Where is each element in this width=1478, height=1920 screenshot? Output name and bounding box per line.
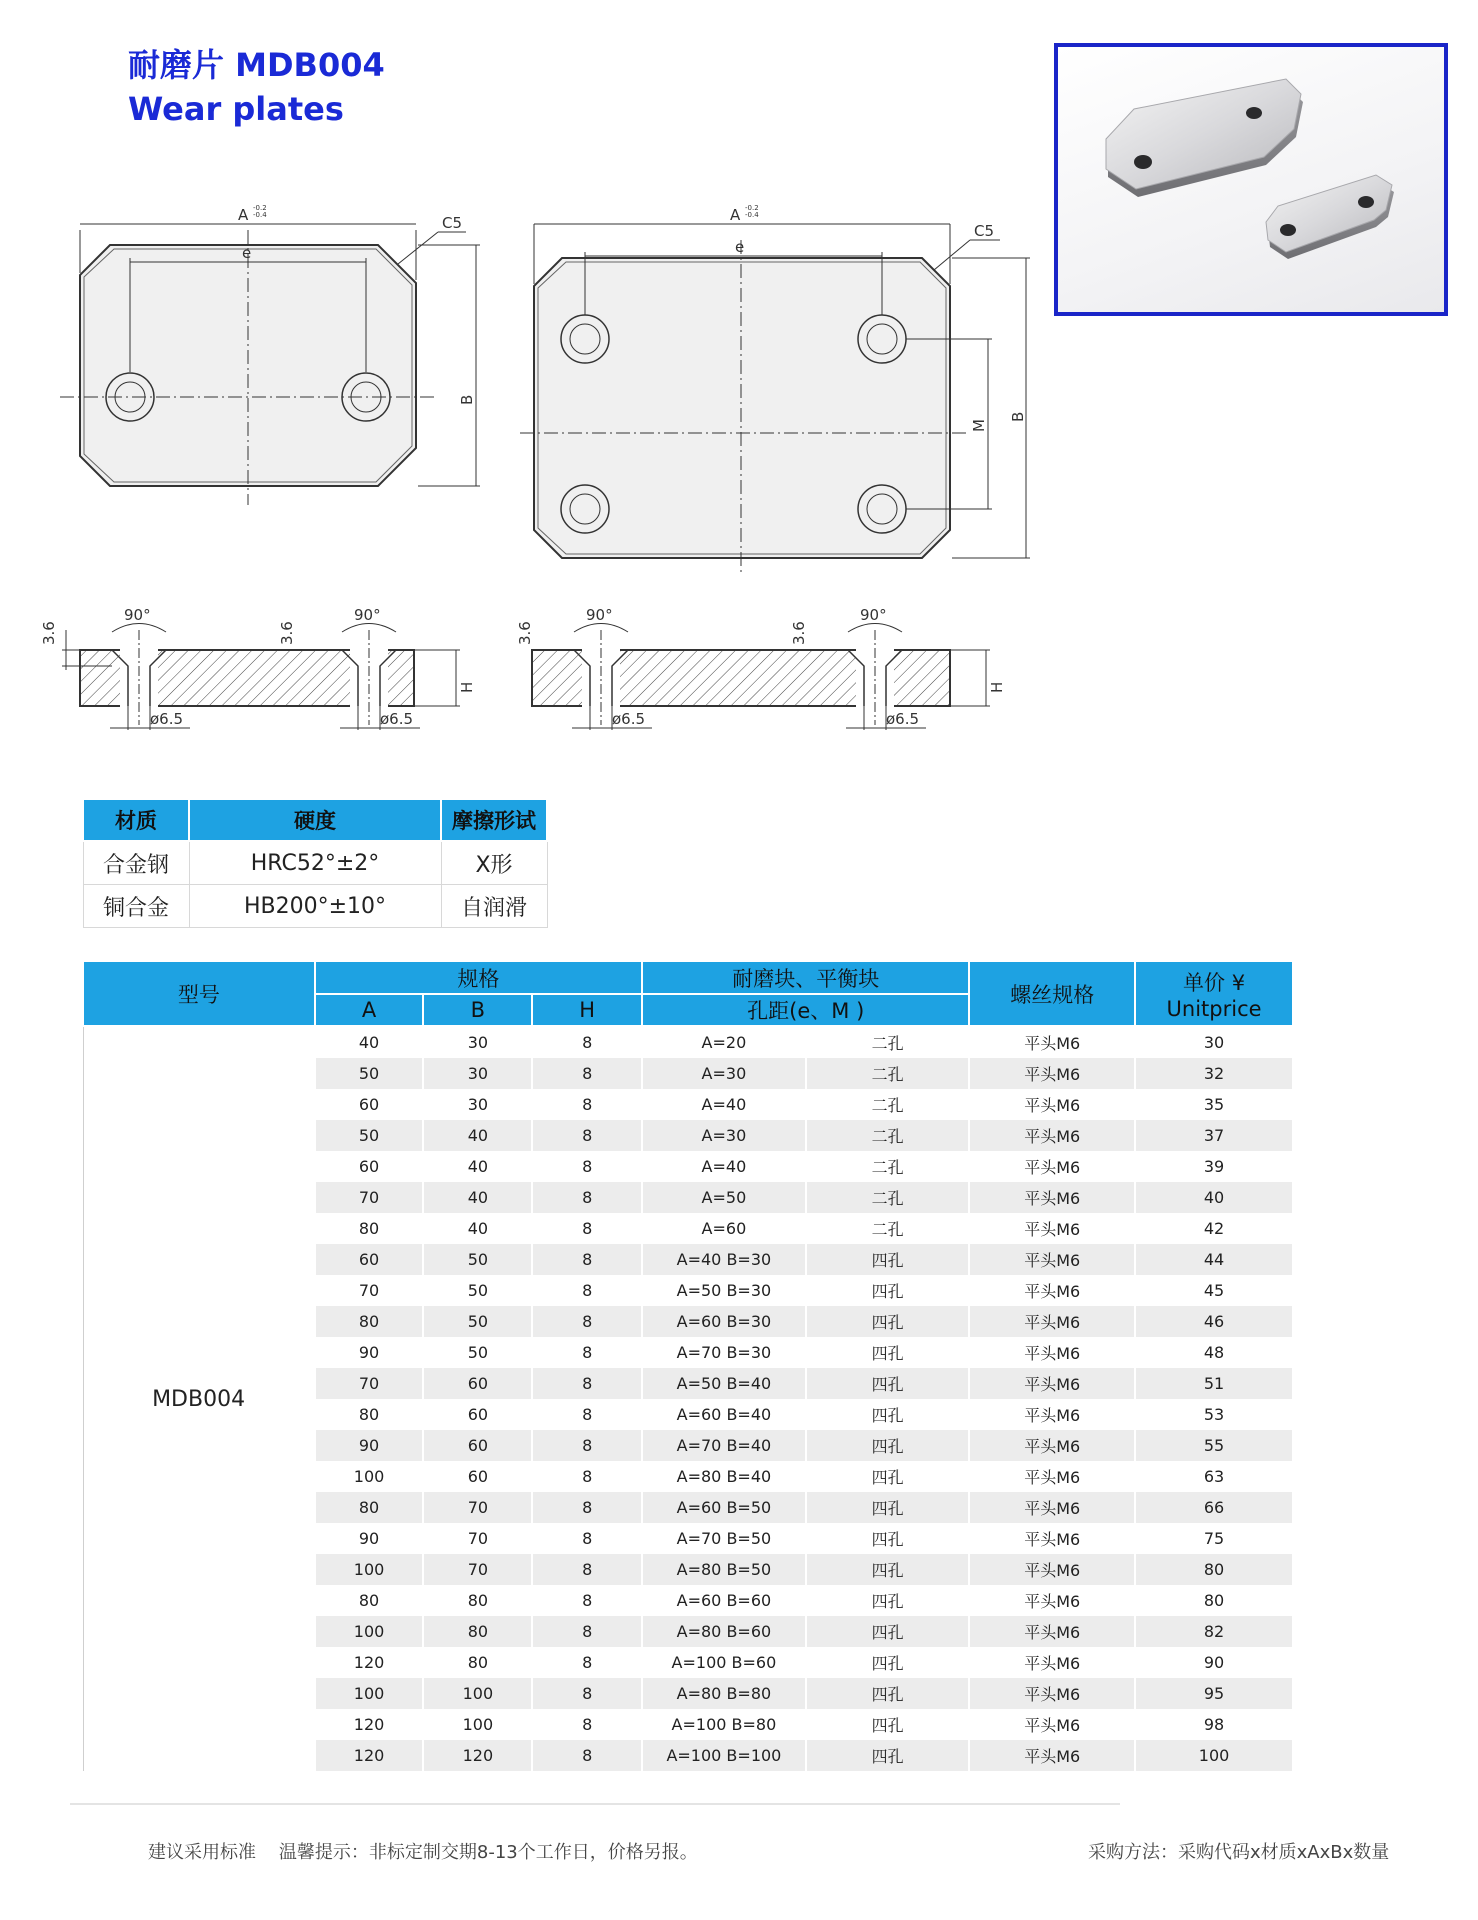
table-cell: 平头M6 [969, 1616, 1135, 1647]
table-cell: 平头M6 [969, 1678, 1135, 1709]
svg-text:-0.2: -0.2 [745, 204, 759, 212]
table-cell: 8 [532, 1244, 642, 1275]
table-cell: 50 [315, 1120, 424, 1151]
table-cell: 四孔 [806, 1709, 970, 1740]
table-cell: 8 [532, 1337, 642, 1368]
table-cell: 40 [1135, 1182, 1293, 1213]
svg-text:e: e [735, 238, 745, 256]
table-cell: 四孔 [806, 1523, 970, 1554]
table-cell: 二孔 [806, 1120, 970, 1151]
table-cell: 50 [423, 1275, 532, 1306]
table-cell: 平头M6 [969, 1089, 1135, 1120]
table-cell: A=60 B=60 [642, 1585, 806, 1616]
table-cell: 平头M6 [969, 1523, 1135, 1554]
svg-text:ø6.5: ø6.5 [380, 710, 414, 728]
technical-drawings [40, 200, 1040, 730]
table-cell: A=70 B=50 [642, 1523, 806, 1554]
table-cell: 80 [315, 1585, 424, 1616]
table-cell: 48 [1135, 1337, 1293, 1368]
table-cell: 二孔 [806, 1089, 970, 1120]
table-cell: 30 [423, 1089, 532, 1120]
model-cell: MDB004 [83, 1026, 315, 1771]
table-cell: 50 [315, 1058, 424, 1089]
table-cell: 70 [315, 1275, 424, 1306]
table-cell: 55 [1135, 1430, 1293, 1461]
material-spec-table [82, 798, 548, 928]
table-cell: 二孔 [806, 1058, 970, 1089]
two-hole-section-view [40, 606, 476, 730]
header-price [1135, 962, 1293, 1026]
table-cell: 平头M6 [969, 1647, 1135, 1678]
table-cell: 平头M6 [969, 1244, 1135, 1275]
table-cell: 120 [315, 1647, 424, 1678]
svg-text:3.6: 3.6 [278, 621, 296, 645]
table-cell: 40 [423, 1120, 532, 1151]
table-cell: 40 [423, 1151, 532, 1182]
table-cell: 8 [532, 1461, 642, 1492]
table-cell: 30 [423, 1026, 532, 1058]
dim-a-label: A [238, 206, 249, 224]
spec-row: 合金钢 HRC52°±2° X形 [83, 841, 547, 885]
svg-text:-0.2: -0.2 [253, 204, 267, 212]
table-cell: A=100 B=60 [642, 1647, 806, 1678]
table-cell: 8 [532, 1368, 642, 1399]
table-cell: 100 [423, 1678, 532, 1709]
svg-text:90°: 90° [354, 606, 381, 624]
svg-text:M: M [970, 419, 988, 432]
table-cell: 80 [1135, 1554, 1293, 1585]
table-cell: 四孔 [806, 1244, 970, 1275]
table-cell: 平头M6 [969, 1120, 1135, 1151]
table-cell: 8 [532, 1430, 642, 1461]
footer-note: 建议采用标准 温馨提示：非标定制交期8-13个工作日，价格另报。 [148, 1842, 698, 1863]
table-cell: A=60 B=30 [642, 1306, 806, 1337]
table-cell: 8 [532, 1709, 642, 1740]
table-cell: 平头M6 [969, 1182, 1135, 1213]
spec-header-hardness: 硬度 [189, 799, 441, 841]
table-cell: 四孔 [806, 1461, 970, 1492]
table-cell: A=50 [642, 1182, 806, 1213]
table-cell: 二孔 [806, 1213, 970, 1244]
header-a: A [315, 994, 424, 1026]
svg-text:90°: 90° [586, 606, 613, 624]
price-table [82, 962, 1294, 1771]
table-cell: 40 [315, 1026, 424, 1058]
table-cell: 8 [532, 1616, 642, 1647]
table-cell: 8 [532, 1120, 642, 1151]
table-cell: 8 [532, 1213, 642, 1244]
table-cell: 46 [1135, 1306, 1293, 1337]
svg-text:3.6: 3.6 [516, 621, 534, 645]
table-cell: A=100 B=80 [642, 1709, 806, 1740]
table-cell: 100 [423, 1709, 532, 1740]
header-b: B [423, 994, 532, 1026]
table-cell: 平头M6 [969, 1709, 1135, 1740]
table-cell: A=80 B=40 [642, 1461, 806, 1492]
table-cell: 60 [315, 1244, 424, 1275]
table-cell: 44 [1135, 1244, 1293, 1275]
table-cell: A=60 [642, 1213, 806, 1244]
table-cell: 四孔 [806, 1616, 970, 1647]
table-row [83, 1026, 1293, 1058]
svg-text:e: e [242, 244, 252, 262]
table-cell: 四孔 [806, 1368, 970, 1399]
table-cell: 8 [532, 1740, 642, 1771]
table-cell: 80 [315, 1213, 424, 1244]
table-cell: 二孔 [806, 1026, 970, 1058]
two-hole-top-view [60, 204, 480, 505]
table-cell: 四孔 [806, 1430, 970, 1461]
wear-plate-photo-illustration [1058, 47, 1444, 312]
table-cell: 90 [315, 1337, 424, 1368]
spec-header-friction: 摩擦形试 [441, 799, 547, 841]
four-hole-section-view [516, 606, 1006, 730]
table-cell: 66 [1135, 1492, 1293, 1523]
svg-text:90°: 90° [124, 606, 151, 624]
table-cell: 四孔 [806, 1740, 970, 1771]
table-cell: 90 [315, 1430, 424, 1461]
table-cell: 100 [1135, 1740, 1293, 1771]
table-cell: 39 [1135, 1151, 1293, 1182]
table-cell: 45 [1135, 1275, 1293, 1306]
page-title-en: Wear plates [128, 90, 344, 128]
table-cell: 60 [315, 1151, 424, 1182]
svg-text:H: H [458, 681, 476, 693]
table-cell: A=60 B=40 [642, 1399, 806, 1430]
header-pitch: 孔距(e、M ) [642, 994, 969, 1026]
header-block: 耐磨块、平衡块 [642, 962, 969, 994]
table-cell: 60 [423, 1399, 532, 1430]
table-cell: 70 [423, 1523, 532, 1554]
table-cell: A=20 [642, 1026, 806, 1058]
table-cell: 平头M6 [969, 1740, 1135, 1771]
table-cell: 53 [1135, 1399, 1293, 1430]
table-cell: 8 [532, 1647, 642, 1678]
table-cell: 70 [315, 1182, 424, 1213]
table-cell: A=80 B=80 [642, 1678, 806, 1709]
table-cell: 8 [532, 1678, 642, 1709]
table-cell: 120 [423, 1740, 532, 1771]
table-cell: 80 [315, 1492, 424, 1523]
table-cell: 8 [532, 1089, 642, 1120]
table-cell: A=30 [642, 1058, 806, 1089]
table-cell: 8 [532, 1275, 642, 1306]
table-cell: 平头M6 [969, 1058, 1135, 1089]
page-title-cn: 耐磨片 MDB004 [128, 46, 385, 84]
table-cell: 二孔 [806, 1182, 970, 1213]
table-cell: 90 [315, 1523, 424, 1554]
table-cell: 8 [532, 1151, 642, 1182]
table-cell: 40 [423, 1182, 532, 1213]
table-cell: 40 [423, 1213, 532, 1244]
table-cell: 100 [315, 1616, 424, 1647]
table-cell: 32 [1135, 1058, 1293, 1089]
table-cell: A=50 B=30 [642, 1275, 806, 1306]
table-cell: 8 [532, 1182, 642, 1213]
table-cell: 50 [423, 1244, 532, 1275]
svg-text:3.6: 3.6 [40, 621, 58, 645]
footer-purchase-method: 采购方法：采购代码x材质xAxBx数量 [1088, 1842, 1390, 1863]
table-cell: 四孔 [806, 1678, 970, 1709]
table-cell: 平头M6 [969, 1492, 1135, 1523]
table-cell: 8 [532, 1523, 642, 1554]
table-cell: 80 [423, 1616, 532, 1647]
table-cell: 50 [423, 1337, 532, 1368]
table-cell: 四孔 [806, 1275, 970, 1306]
table-cell: 70 [423, 1554, 532, 1585]
svg-text:B: B [1009, 411, 1027, 422]
table-cell: 70 [315, 1368, 424, 1399]
svg-text:90°: 90° [860, 606, 887, 624]
table-cell: 100 [315, 1554, 424, 1585]
table-cell: 平头M6 [969, 1337, 1135, 1368]
header-model: 型号 [83, 962, 315, 1026]
table-cell: 120 [315, 1740, 424, 1771]
table-cell: 平头M6 [969, 1585, 1135, 1616]
table-cell: 60 [423, 1430, 532, 1461]
table-cell: 8 [532, 1492, 642, 1523]
svg-text:B: B [458, 394, 476, 405]
table-cell: 8 [532, 1058, 642, 1089]
table-cell: 80 [1135, 1585, 1293, 1616]
table-cell: 80 [315, 1399, 424, 1430]
table-cell: A=80 B=50 [642, 1554, 806, 1585]
table-cell: 51 [1135, 1368, 1293, 1399]
table-cell: A=40 [642, 1089, 806, 1120]
svg-text:A: A [730, 206, 741, 224]
table-cell: A=40 [642, 1151, 806, 1182]
table-cell: A=80 B=60 [642, 1616, 806, 1647]
table-cell: A=70 B=40 [642, 1430, 806, 1461]
table-cell: 42 [1135, 1213, 1293, 1244]
table-cell: 8 [532, 1399, 642, 1430]
four-hole-top-view [520, 204, 1030, 575]
table-cell: 82 [1135, 1616, 1293, 1647]
table-cell: 平头M6 [969, 1026, 1135, 1058]
table-cell: 100 [315, 1461, 424, 1492]
table-cell: A=30 [642, 1120, 806, 1151]
table-cell: 平头M6 [969, 1399, 1135, 1430]
header-price-cn: 单价 ¥ [1183, 970, 1246, 995]
header-screw: 螺丝规格 [969, 962, 1135, 1026]
svg-text:-0.4: -0.4 [745, 211, 759, 219]
svg-text:3.6: 3.6 [790, 621, 808, 645]
spec-header-material: 材质 [83, 799, 189, 841]
table-cell: 四孔 [806, 1647, 970, 1678]
table-cell: 平头M6 [969, 1368, 1135, 1399]
table-cell: 平头M6 [969, 1151, 1135, 1182]
table-cell: 98 [1135, 1709, 1293, 1740]
table-cell: 35 [1135, 1089, 1293, 1120]
header-h: H [532, 994, 642, 1026]
table-cell: 平头M6 [969, 1461, 1135, 1492]
table-cell: A=40 B=30 [642, 1244, 806, 1275]
svg-text:ø6.5: ø6.5 [150, 710, 184, 728]
svg-text:C5: C5 [442, 214, 463, 232]
table-cell: 8 [532, 1306, 642, 1337]
table-cell: 80 [423, 1647, 532, 1678]
table-cell: 四孔 [806, 1306, 970, 1337]
svg-text:ø6.5: ø6.5 [612, 710, 646, 728]
table-cell: 70 [423, 1492, 532, 1523]
table-cell: 8 [532, 1554, 642, 1585]
table-cell: 30 [423, 1058, 532, 1089]
table-cell: 90 [1135, 1647, 1293, 1678]
table-cell: 四孔 [806, 1399, 970, 1430]
table-cell: 平头M6 [969, 1554, 1135, 1585]
table-cell: 四孔 [806, 1337, 970, 1368]
table-cell: 50 [423, 1306, 532, 1337]
table-cell: 60 [423, 1368, 532, 1399]
table-cell: 四孔 [806, 1492, 970, 1523]
svg-text:-0.4: -0.4 [253, 211, 267, 219]
table-cell: A=60 B=50 [642, 1492, 806, 1523]
table-cell: 60 [423, 1461, 532, 1492]
table-cell: 75 [1135, 1523, 1293, 1554]
table-cell: 95 [1135, 1678, 1293, 1709]
table-cell: A=70 B=30 [642, 1337, 806, 1368]
table-cell: 平头M6 [969, 1306, 1135, 1337]
table-cell: 8 [532, 1585, 642, 1616]
table-cell: 8 [532, 1026, 642, 1058]
table-cell: A=50 B=40 [642, 1368, 806, 1399]
table-cell: 四孔 [806, 1554, 970, 1585]
table-cell: 80 [315, 1306, 424, 1337]
header-price-en: Unitprice [1166, 996, 1262, 1021]
table-cell: 120 [315, 1709, 424, 1740]
table-cell: 37 [1135, 1120, 1293, 1151]
svg-text:ø6.5: ø6.5 [886, 710, 920, 728]
product-photo [1054, 43, 1448, 316]
table-cell: 60 [315, 1089, 424, 1120]
table-cell: 四孔 [806, 1585, 970, 1616]
header-spec: 规格 [315, 962, 642, 994]
svg-text:C5: C5 [974, 222, 995, 240]
table-cell: 63 [1135, 1461, 1293, 1492]
table-cell: 平头M6 [969, 1275, 1135, 1306]
svg-text:H: H [988, 681, 1006, 693]
footer-divider [70, 1803, 1120, 1805]
table-cell: 平头M6 [969, 1430, 1135, 1461]
spec-row: 铜合金 HB200°±10° 自润滑 [83, 885, 547, 928]
table-cell: 30 [1135, 1026, 1293, 1058]
table-cell: 80 [423, 1585, 532, 1616]
table-cell: 100 [315, 1678, 424, 1709]
table-cell: A=100 B=100 [642, 1740, 806, 1771]
table-cell: 二孔 [806, 1151, 970, 1182]
table-cell: 平头M6 [969, 1213, 1135, 1244]
